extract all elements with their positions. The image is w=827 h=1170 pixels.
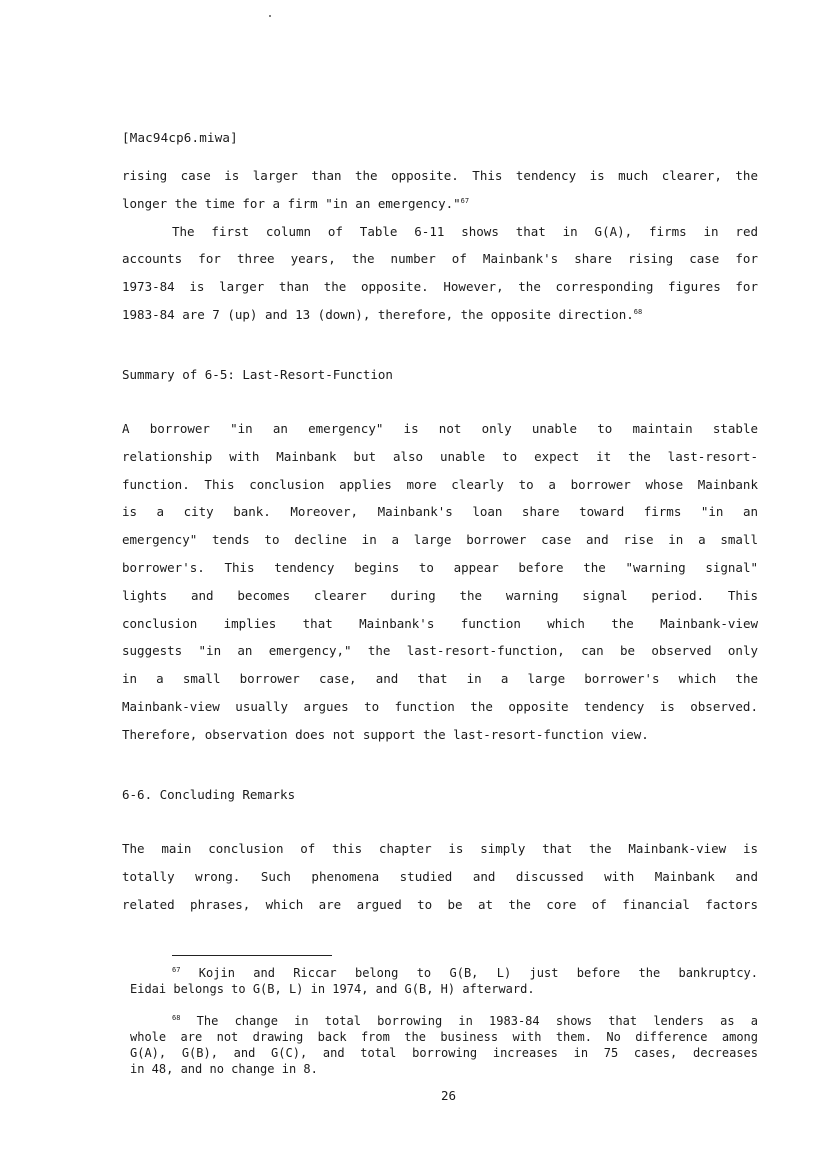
text-line: in 48, and no change in 8. (130, 1062, 318, 1076)
text-line: function. This conclusion applies more clearly to a borrower whose Mainbank (122, 476, 758, 492)
footnote-ref: 68 (633, 307, 643, 316)
text-line: borrower's. This tendency begins to appear before the "warning signal" (122, 559, 758, 575)
section-heading-concluding: 6-6. Concluding Remarks (122, 787, 296, 802)
footnote-mark: 67 (172, 966, 181, 974)
page-number: 26 (440, 1088, 457, 1103)
text-line: Therefore, observation does not support the last-resort-function view. (122, 726, 649, 742)
text-line: suggests "in an emergency," the last-resort-function, can be observed only (122, 643, 758, 659)
footnote-ref: 67 (460, 196, 470, 205)
text-line: relationship with Mainbank but also unable to expect it the last-resort- (122, 448, 758, 464)
text-line: related phrases, which are argued to be at the core of financial factors (122, 896, 758, 912)
text-line: longer the time for a firm "in an emergency."$^{67}$ (122, 195, 470, 211)
text-line: totally wrong. Such phenomena studied and discussed with Mainbank and (122, 868, 758, 884)
text-line: $^{67}$ Kojin and Riccar belong to G(B, L) just before the bankruptcy. (172, 966, 758, 980)
text-line: is a city bank. Moreover, Mainbank's loan share toward firms "in an (122, 504, 758, 520)
text-line: conclusion implies that Mainbank's function which the Mainbank-view (122, 615, 758, 631)
text-line: emergency" tends to decline in a large borrower case and rise in a small (122, 532, 758, 548)
text-line: $^{68}$ The change in total borrowing in 1983-84 shows that lenders as a (172, 1014, 759, 1028)
scan-speck (269, 15, 271, 17)
paragraph-continuation (122, 162, 758, 329)
footnote-68 (130, 1013, 758, 1077)
footnote-mark: 68 (172, 1014, 181, 1022)
text-line: G(A), G(B), and G(C), and total borrowing increases in 75 cases, decreases (130, 1046, 758, 1060)
text-line: The main conclusion of this chapter is simply that the Mainbank-view is (122, 841, 758, 856)
text-line: Mainbank-view usually argues to function the opposite tendency is observed. (122, 698, 758, 714)
text-line: 1973-84 is larger than the opposite. However, the corresponding figures for (122, 279, 758, 295)
footnote-divider (172, 955, 332, 956)
section-heading-summary: Summary of 6-5: Last-Resort-Function (122, 367, 393, 382)
text-line: accounts for three years, the number of Mainbank's share rising case for (122, 251, 758, 267)
summary-paragraph (122, 415, 758, 749)
concluding-paragraph (122, 835, 758, 918)
text-line: lights and becomes clearer during the warning signal period. This (122, 587, 758, 603)
text-line: The first column of Table 6-11 shows that in G(A), firms in red (172, 223, 758, 239)
text-line: rising case is larger than the opposite. This tendency is much clearer, the (122, 168, 758, 183)
text-line: 1983-84 are 7 (up) and 13 (down), therefore, the opposite direction.$^{68}$ (122, 306, 643, 322)
text-line: A borrower "in an emergency" is not only unable to maintain stable (122, 421, 758, 436)
text-line: Eidai belongs to G(B, L) in 1974, and G(B, H) afterward. (130, 982, 535, 996)
text-line: whole are not drawing back from the business with them. No difference among (130, 1030, 758, 1044)
footnote-67 (130, 965, 758, 997)
text-line: in a small borrower case, and that in a large borrower's which the (122, 671, 758, 687)
file-label: [Mac94cp6.miwa] (122, 130, 238, 145)
